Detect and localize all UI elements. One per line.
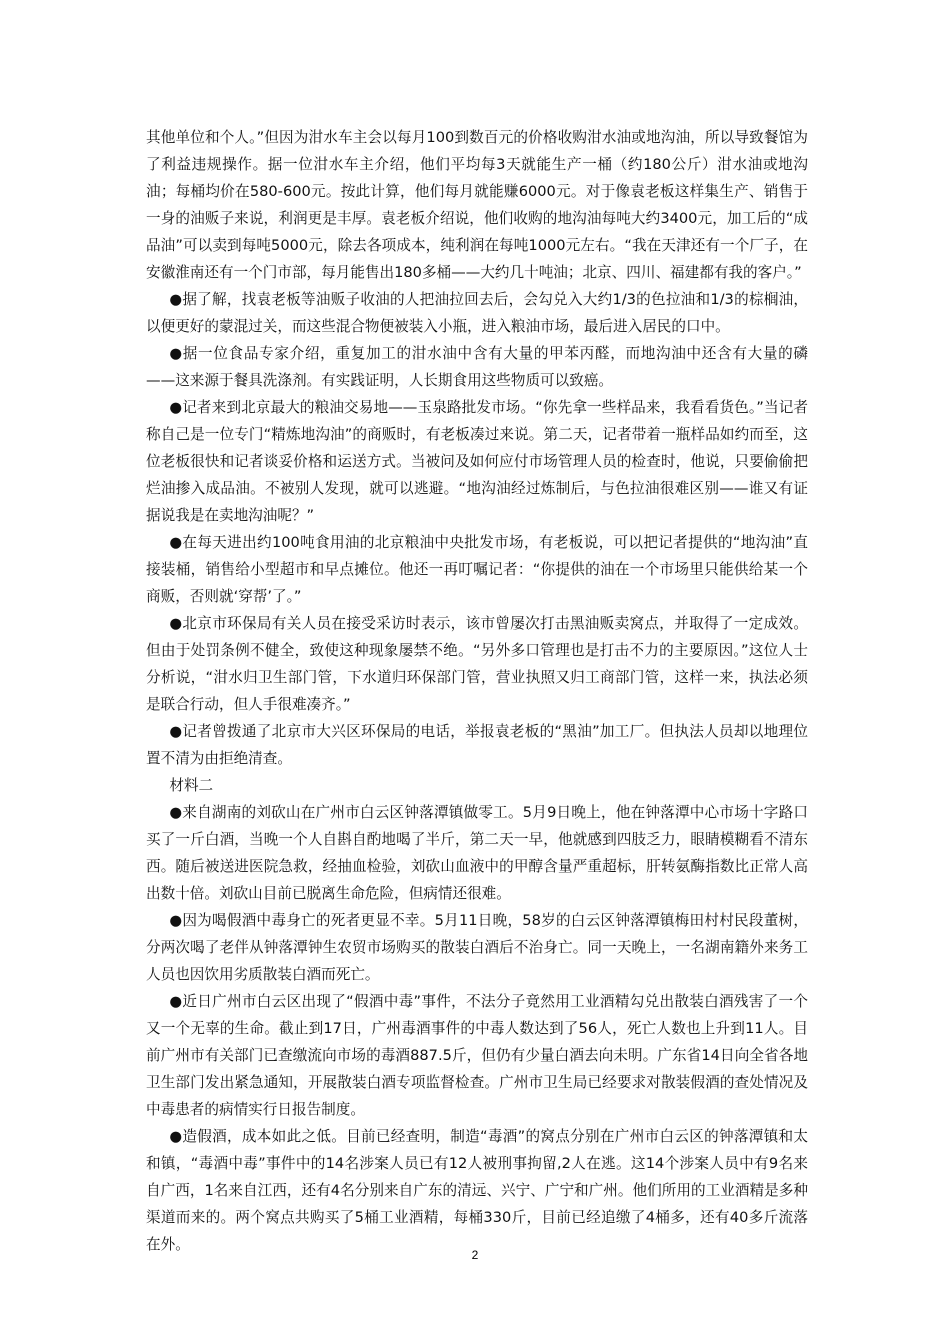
paragraph-death-case: ●因为喝假酒中毒身亡的死者更显不幸。5月11日晚，58岁的白云区钟落潭镇梅田村村民段董树，分两次喝了老伴从钟落潭钟生农贸市场购买的散装白酒后不治身亡。同一天晚上，一名湖南籍外来务工人员也因饮用劣质散装白酒而死亡。 — [146, 912, 808, 983]
document-body — [146, 124, 808, 1258]
paragraph-blended-oil: ●据了解，找袁老板等油贩子收油的人把油拉回去后，会勾兑入大约1/3的色拉油和1/3的棕榈油，以便更好的蒙混过关，而这些混合物便被装入小瓶，进入粮油市场，最后进入居民的口中。 — [146, 291, 808, 335]
page-number: 2 — [471, 1248, 479, 1262]
paragraph-central-wholesale: ●在每天进出约100吨食用油的北京粮油中央批发市场，有老板说，可以把记者提供的“地沟油”直接装桶，销售给小型超市和早点摊位。他还一再叮嘱记者：“你提供的油在一个市场里只能供给某一个商贩，否则就‘穿帮’了。” — [146, 534, 808, 605]
section-heading-material-two: 材料二 — [169, 777, 214, 794]
paragraph-continued: 其他单位和个人。”但因为泔水车主会以每月100到数百元的价格收购泔水油或地沟油，所以导致餐馆为了利益违规操作。据一位泔水车主介绍，他们平均每3天就能生产一桶（约180公斤）泔水油或地沟油；每桶均价在580-600元。按此计算，他们每月就能赚6000元。对于像袁老板这样集生产、销售于一身的油贩子来说，利润更是丰厚。袁老板介绍说，他们收购的地沟油每吨大约3400元，加工后的“成品油”可以卖到每吨5000元，除去各项成本，纯利润在每吨1000元左右。“我在天津还有一个厂子，在安徽淮南还有一个门市部，每月能售出180多桶——大约几十吨油；北京、四川、福建都有我的客户。” — [146, 129, 808, 281]
paragraph-production-cost: ●造假酒，成本如此之低。目前已经查明，制造“毒酒”的窝点分别在广州市白云区的钟落潭镇和太和镇，“毒酒中毒”事件中的14名涉案人员已有12人被刑事拘留,2人在逃。这14个涉案人员中有9名来自广西，1名来自江西，还有4名分别来自广东的清远、兴宁、广宁和广州。他们所用的工业酒精是多种渠道而来的。两个窝点共购买了5桶工业酒精，每桶330斤，目前已经追缴了4桶多，还有40多斤流落在外。 — [146, 1128, 808, 1253]
paragraph-liu-kanshan: ●来自湖南的刘砍山在广州市白云区钟落潭镇做零工。5月9日晚上，他在钟落潭中心市场十字路口买了一斤白酒，当晚一个人自斟自酌地喝了半斤，第二天一早，他就感到四肢乏力，眼睛模糊看不清东西。随后被送进医院急救，经抽血检验，刘砍山血液中的甲醇含量严重超标，肝转氨酶指数比正常人高出数十倍。刘砍山目前已脱离生命危险，但病情还很难。 — [146, 804, 808, 902]
paragraph-environment-bureau: ●北京市环保局有关人员在接受采访时表示，该市曾屡次打击黑油贩卖窝点，并取得了一定成效。但由于处罚条例不健全，致使这种现象屡禁不绝。“另外多口管理也是打击不力的主要原因。”这位人士分析说，“泔水归卫生部门管，下水道归环保部门管，营业执照又归工商部门管，这样一来，执法必须是联合行动，但人手很难凑齐。” — [146, 615, 808, 713]
paragraph-fake-liquor-event: ●近日广州市白云区出现了“假酒中毒”事件，不法分子竟然用工业酒精勾兑出散装白酒残害了一个又一个无辜的生命。截止到17日，广州毒酒事件的中毒人数达到了56人，死亡人数也上升到11人。目前广州市有关部门已查缴流向市场的毒酒887.5斤，但仍有少量白酒去向未明。广东省14日向全省各地卫生部门发出紧急通知，开展散装白酒专项监督检查。广州市卫生局已经要求对散装假酒的查处情况及中毒患者的病情实行日报告制度。 — [146, 993, 808, 1118]
paragraph-daxing-report: ●记者曾拨通了北京市大兴区环保局的电话，举报袁老板的“黑油”加工厂。但执法人员却以地理位置不清为由拒绝清查。 — [146, 723, 808, 767]
paragraph-expert-opinion: ●据一位食品专家介绍，重复加工的泔水油中含有大量的甲苯丙醛，而地沟油中还含有大量的磷——这来源于餐具洗涤剂。有实践证明，人长期食用这些物质可以致癌。 — [146, 345, 808, 389]
paragraph-yuquan-market: ●记者来到北京最大的粮油交易地——玉泉路批发市场。“你先拿一些样品来，我看看货色。”当记者称自己是一位专门“精炼地沟油”的商贩时，有老板凑过来说。第二天，记者带着一瓶样品如约而至，这位老板很快和记者谈妥价格和运送方式。当被问及如何应付市场管理人员的检查时，他说，只要偷偷把烂油掺入成品油。不被别人发现，就可以逃避。“地沟油经过炼制后，与色拉油很难区别——谁又有证据说我是在卖地沟油呢？” — [146, 399, 808, 524]
